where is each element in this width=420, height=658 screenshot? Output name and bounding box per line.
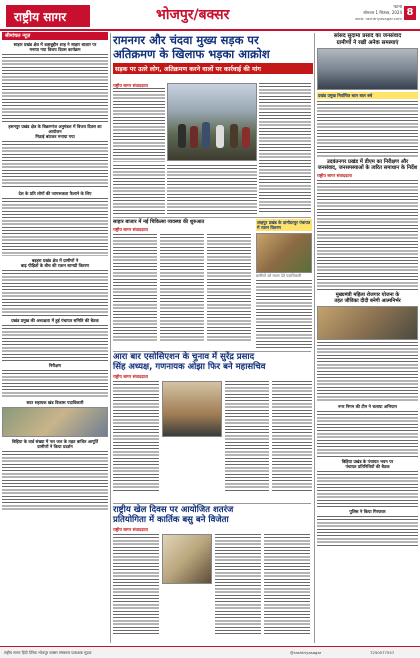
story-5-headline-1: राष्ट्रीय खेल दिवस पर आयोजित शतरंज xyxy=(113,505,234,515)
masthead xyxy=(0,0,420,30)
story-4-col-2 xyxy=(225,381,269,491)
story-2-rule xyxy=(113,217,311,218)
story-3-photo xyxy=(256,233,312,273)
story-3-body xyxy=(256,280,312,350)
left-headline-8: बिहिया के वार्ड संख्या में नल जल के तहत बाधित आपूर्ति xyxy=(11,439,99,444)
right-photo-2 xyxy=(317,306,418,340)
story-3-headline: शाहपुर प्रखंड के दामोदरपुर पंचायत में राशन वितरण xyxy=(257,220,311,230)
brand-name: राष्ट्रीय सागर xyxy=(14,10,67,24)
right-box-title: प्रखंड प्रमुख निर्वाचित बाल बाल बचे xyxy=(317,92,418,99)
masthead-right xyxy=(334,4,402,26)
story-2-col-3 xyxy=(207,234,251,342)
story-3-caption: ग्रामीणों को राशन देते पदाधिकारी xyxy=(256,273,302,278)
story-5-rule xyxy=(113,503,311,504)
edition-title: भोजपुर/बक्सर xyxy=(156,7,230,23)
story-4-headline-1: आरा बार एसोसिएशन के चुनाव में सुरेंद्र प्रसाद xyxy=(113,352,255,362)
left-column xyxy=(2,32,108,646)
footer-text: राष्ट्रीय सागर हिंदी दैनिक भोजपुर बक्सर संस्करण प्रकाशक मुद्रक xyxy=(4,650,92,655)
left-column-rule xyxy=(110,33,111,643)
right-photo-1 xyxy=(317,48,418,90)
paper-name: पटना xyxy=(393,5,402,10)
lead-photo xyxy=(167,83,257,161)
section-label xyxy=(2,32,108,40)
story-4-col-1 xyxy=(113,381,159,491)
left-story-5-body xyxy=(2,325,108,361)
story-5 xyxy=(113,505,313,645)
left-headline-1: साहार प्रखंड क्षेत्र में शहाबुद्दीन शाह ने साहार बाज़ार पर xyxy=(13,42,97,47)
right-headline-1b: ग्रामीणों ने रखी अनेक समस्याएं xyxy=(336,39,399,46)
right-headline-2b: जनसंवाद, जनसमस्याओं के त्वरित समाधान के निर्देश xyxy=(317,165,418,171)
page-number xyxy=(404,6,416,20)
right-headline-4: नगर निगम की टीम ने चलाया अभियान xyxy=(338,404,397,409)
page-number-value: 8 xyxy=(406,7,414,18)
masthead-web: web: rashtriyasagar.com xyxy=(355,16,402,21)
lead-byline: राष्ट्रीय सागर संवाददाता xyxy=(113,83,148,88)
left-photo xyxy=(2,407,108,437)
lead-headline-1: रामनगर और चंदवा मुख्य सड़क पर xyxy=(113,33,259,47)
right-headline-5: बिहिया प्रखंड के पंचायत भवन पर xyxy=(341,459,394,464)
story-5-col-1 xyxy=(113,534,159,634)
center-right-rule xyxy=(314,33,315,643)
story-4-col-3 xyxy=(272,381,312,491)
story-2 xyxy=(113,219,253,349)
left-headline-2: हसनपुर प्रखंड क्षेत्र के बिक्रमगंज अनुमंडल में विजय दिवस का आयोजन xyxy=(8,124,102,134)
right-headline-3: मुख्यमंत्री महिला रोजगार योजना के xyxy=(335,292,400,298)
story-5-photo xyxy=(162,534,212,584)
lead-body-col-4 xyxy=(167,165,257,215)
lead-body-left xyxy=(113,83,165,163)
right-column xyxy=(317,33,418,645)
right-headline-7: पुलिस ने किया गिरफ्तार xyxy=(349,509,386,514)
right-headline-1: सांसद सुदामा प्रसाद का जनसंवाद xyxy=(333,33,402,39)
lead-body-col-3 xyxy=(113,165,165,215)
story-4-byline: राष्ट्रीय सागर संवाददाता xyxy=(113,374,148,379)
footer-phone: 7250577557 xyxy=(370,650,395,655)
left-story-2-body xyxy=(2,141,108,189)
left-headline-7: सदर सहायक खंड विकास पदाधिकारी xyxy=(26,400,84,405)
section-label-text: सीमांचल न्यूज़ xyxy=(5,33,31,39)
story-5-byline: राष्ट्रीय सागर संवाददाता xyxy=(113,527,148,532)
story-5-col-2 xyxy=(215,534,261,634)
lead-body-col-1 xyxy=(113,88,165,162)
left-headline-4: बड़हरा प्रखंड क्षेत्र में ग्रामीणों ने xyxy=(31,258,79,263)
lead-subhead: सड़क पर उतरे लोग, अतिक्रमण करने वालों पर कार्रवाई की मांग xyxy=(113,63,313,74)
right-headline-6: पंचायत प्रतिनिधियों की बैठक xyxy=(345,464,390,469)
right-story-2-body xyxy=(317,180,418,290)
left-headline-6: निरीक्षण xyxy=(48,363,62,368)
right-headline-3b: तहत जीविका दीदी बनेगी आत्मनिर्भर xyxy=(334,298,401,304)
left-story-3-body xyxy=(2,198,108,256)
story-4-photo xyxy=(162,381,222,437)
story-2-col-2 xyxy=(160,234,204,342)
story-5-col-3 xyxy=(264,534,310,634)
right-story-1-body xyxy=(317,101,418,157)
left-headline-4b: बाढ़ पीड़ितों के बीच की राशन सामग्री वितरण xyxy=(20,263,90,268)
footer xyxy=(0,646,420,658)
masthead-rule xyxy=(0,29,420,31)
left-headline-1b: मनाया गया विजय दिवस कार्यक्रम xyxy=(29,47,81,52)
masthead-brand-box xyxy=(6,5,90,27)
story-2-col-1 xyxy=(113,234,157,342)
lead-body-col-2 xyxy=(259,83,311,213)
left-story-8-body xyxy=(2,451,108,511)
left-story-1-body xyxy=(2,54,108,122)
story-4-headline-2: सिंह अध्यक्ष, गणनायक ओझा फिर बने महासचिव xyxy=(113,362,266,372)
story-5-headline-2: प्रतियोगिता में कार्तिक बसु बने विजेता xyxy=(113,515,229,525)
story-4 xyxy=(113,352,313,502)
left-story-4-body xyxy=(2,270,108,316)
right-story-3-body xyxy=(317,342,418,402)
story-2-headline: साहार बाजार में नई चिकित्सा व्यवस्था की शुरुआत xyxy=(113,219,205,225)
left-headline-9: ग्रामीणों ने किया प्रदर्शन xyxy=(37,444,73,449)
left-story-6-body xyxy=(2,370,108,398)
right-story-4-body xyxy=(317,411,418,457)
left-headline-5: प्रखंड प्रमुख की अध्यक्षता में हुई पंचायत समिति की बैठक xyxy=(11,318,99,323)
left-headline-2b: मिठाई बांटकर मनाया गया xyxy=(35,134,75,139)
story-3 xyxy=(256,219,312,349)
right-story-6-body xyxy=(317,516,418,546)
lead-headline-2: अतिक्रमण के खिलाफ भड़का आक्रोश xyxy=(113,47,270,61)
story-2-byline: राष्ट्रीय सागर संवाददाता xyxy=(113,227,148,232)
right-headline-2: उदवंतनगर प्रखंड में डीएम का निरीक्षण और xyxy=(326,159,409,165)
masthead-date: सोमवार 1 सितंबर, 2024 xyxy=(363,10,402,15)
right-story-5-body xyxy=(317,471,418,507)
right-byline: राष्ट्रीय सागर संवाददाता xyxy=(317,173,352,178)
footer-social: @rashtriyasagar xyxy=(290,650,322,655)
left-headline-3: देश के प्रति लोगों की जागरूकता फैलाने के लिए xyxy=(18,191,92,196)
